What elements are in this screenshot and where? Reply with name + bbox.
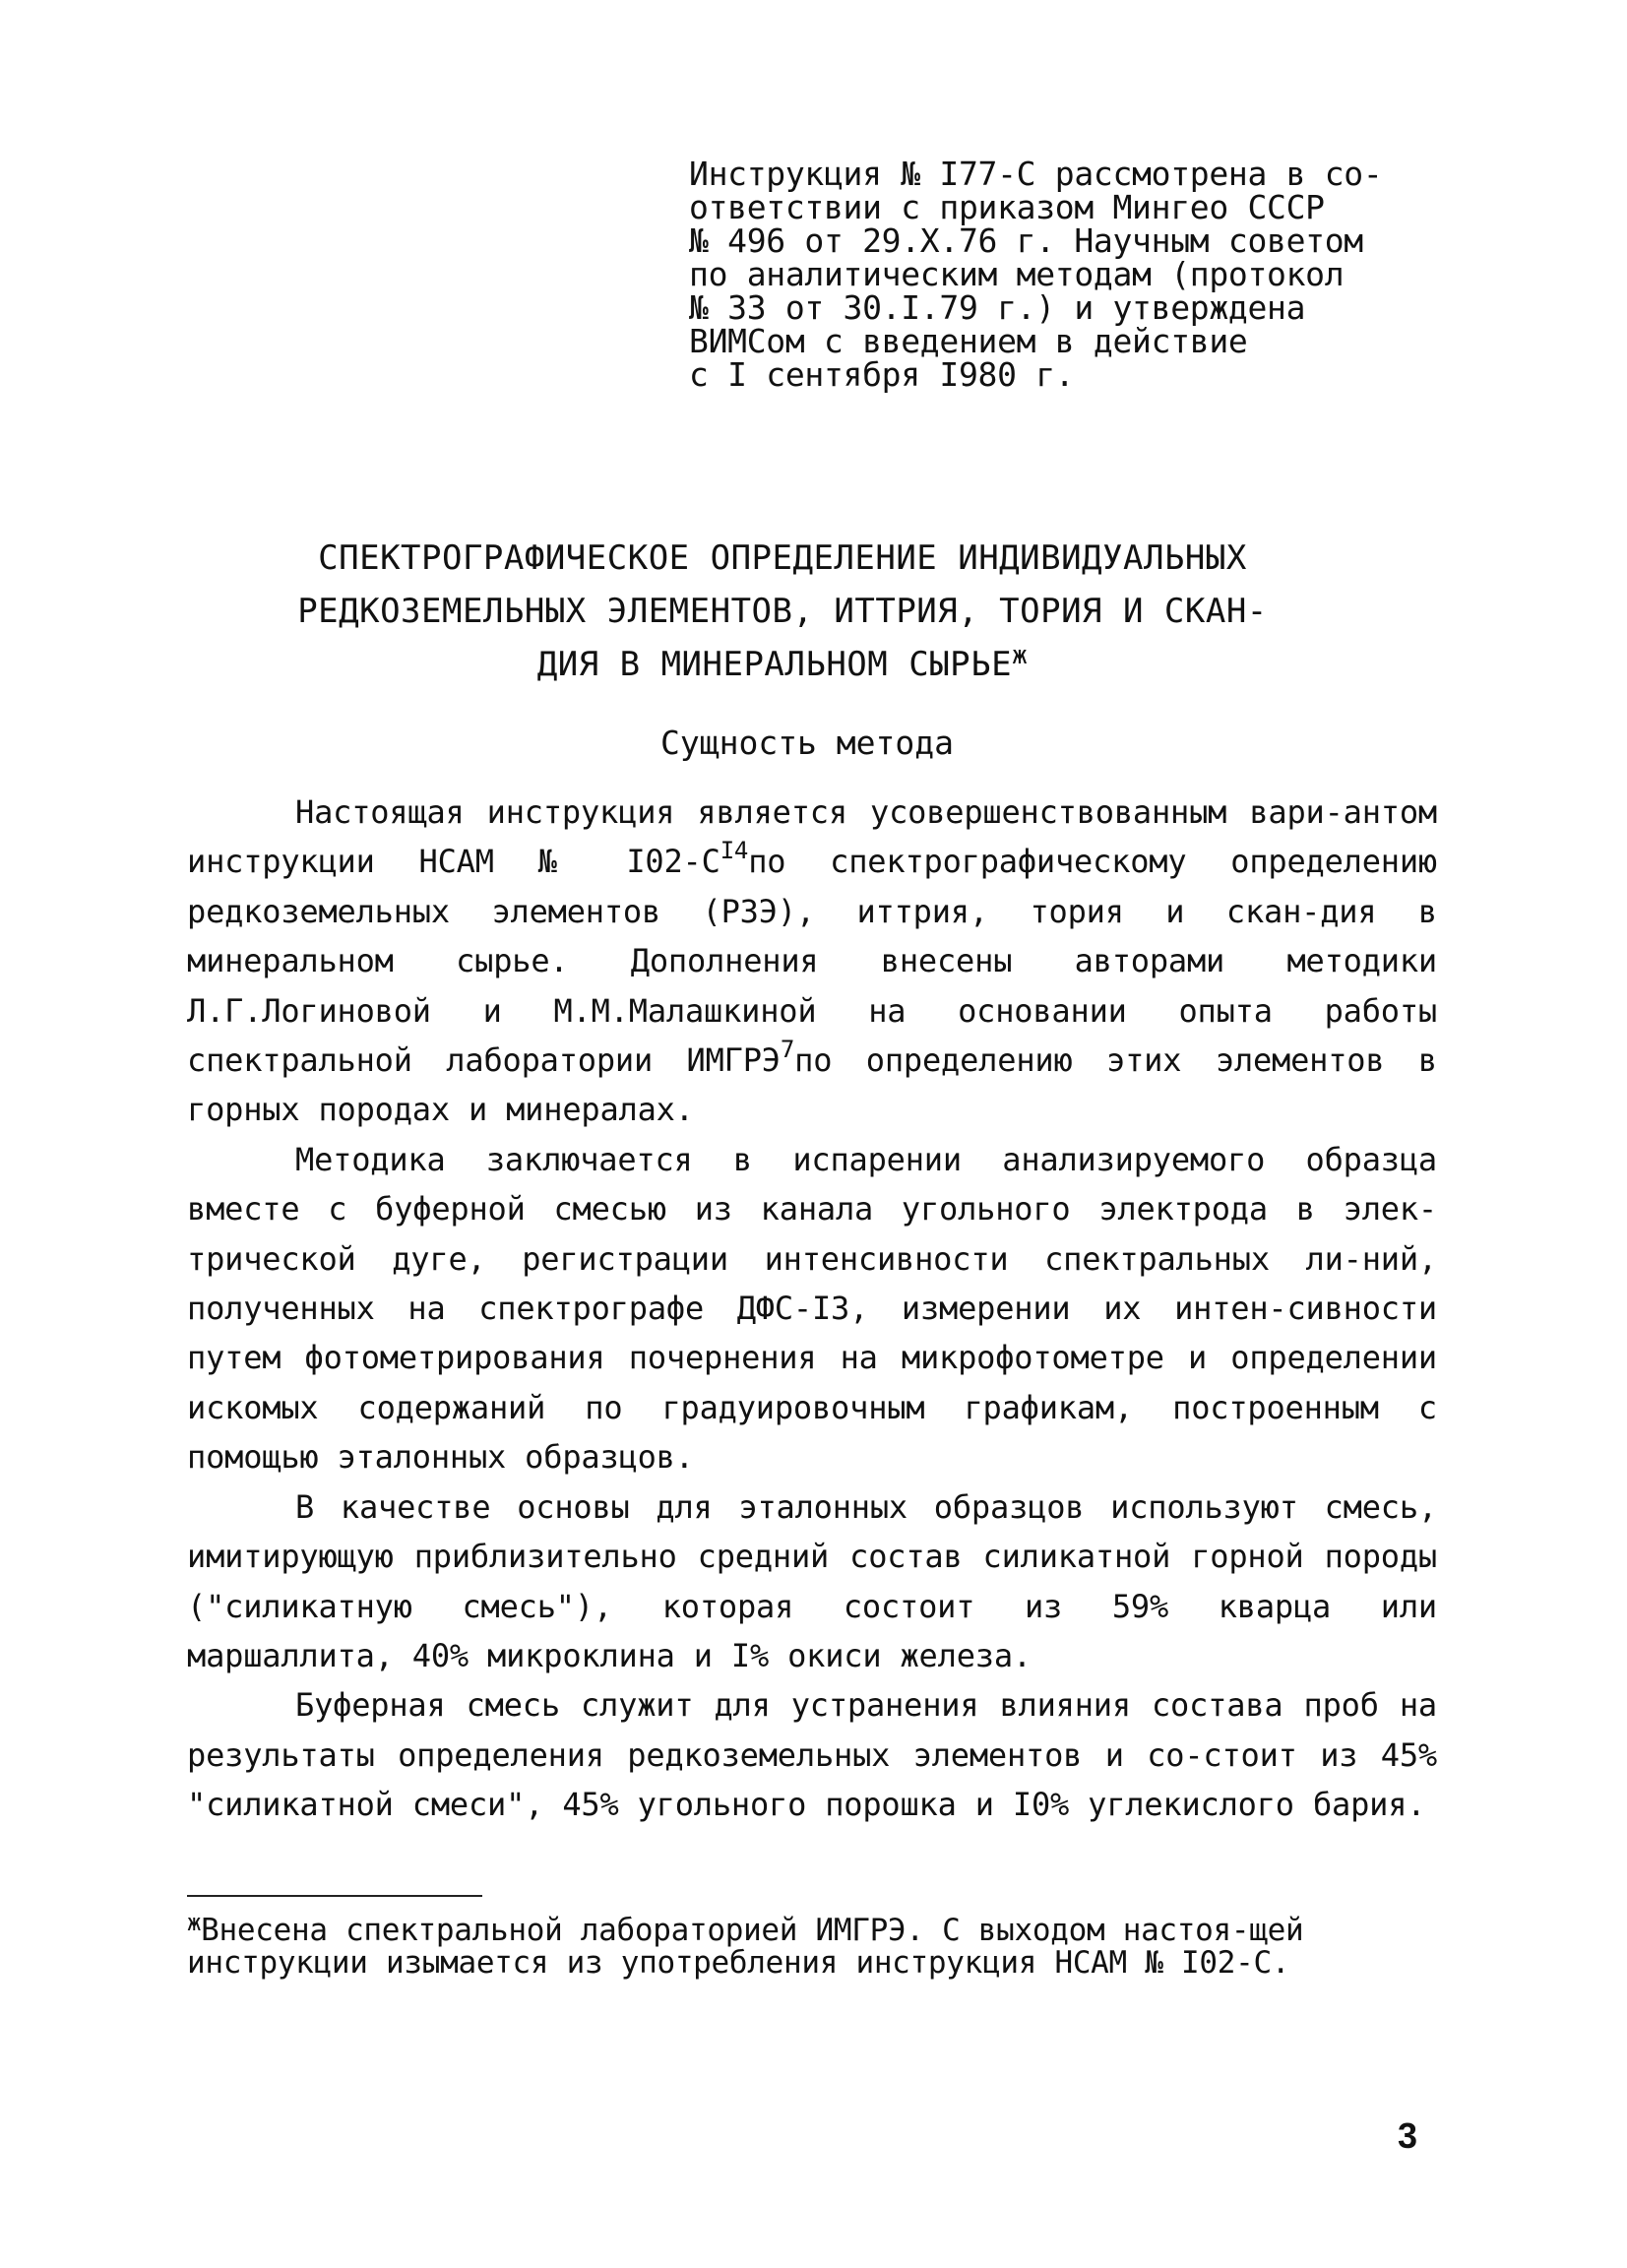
paragraph-1-part-b: по спектрографическому определению редкоземельных элементов (РЗЭ), иттрия, тория и скан-дия в минеральном сырье. Дополнения внесены авторами методики Л.Г.Логиновой и М.М.Малашкиной на основании опыта работы спектральной лаборатории ИМГРЭ (187, 843, 1438, 1080)
paragraph-1-part-a: Настоящая инструкция является усовершенствованным вари-антом инструкции НСАМ № I02-С (187, 793, 1437, 881)
document-title (226, 532, 1339, 691)
paragraph-4: Буферная смесь служит для устранения влияния состава проб на результаты определения редкоземельных элементов и со-стоит из 45% "силикатной смеси", 45% угольного порошка и I0% углекислого бария. (187, 1686, 1437, 1824)
approval-note: Инструкция № I77-С рассмотрена в со- ответствии с приказом Мингео СССР № 496 от 29.X.76 г. Научным советом по аналитическим методам (протокол № 33 от 30.I.79 г.) и утверждена ВИМСом с введением в действие с I сентября I980 г. (689, 155, 1383, 394)
title-text: СПЕКТРОГРАФИЧЕСКОЕ ОПРЕДЕЛЕНИЕ ИНДИВИДУАЛЬНЫХ РЕДКОЗЕМЕЛЬНЫХ ЭЛЕМЕНТОВ, ИТТРИЯ, ТОРИЯ И СКАН- ДИЯ В МИНЕРАЛЬНОМ СЫРЬЕ (297, 538, 1268, 684)
title-footnote-mark: ж (1012, 641, 1029, 670)
footnote-text: Внесена спектральной лабораторией ИМГРЭ. С выходом настоя-щей инструкции изымается из употребления инструкция НСАМ № I02-С. (187, 1913, 1304, 1981)
reference-7: 7 (780, 1036, 795, 1064)
section-heading: Сущность метода (659, 724, 954, 762)
paragraph-1 (187, 788, 1437, 1135)
page-number: 3 (1397, 2115, 1417, 2156)
body-text (187, 788, 1437, 1830)
reference-14: I4 (720, 837, 749, 865)
paragraph-2: Методика заключается в испарении анализируемого образца вместе с буферной смесью из канала угольного электрода в элек-трической дуге, регистрации интенсивности спектральных ли-ний, полученных на спектрографе ДФС-I3, измерении их интен-сивности путем фотометрирования почернения на микрофотометре и определении искомых содержаний по градуировочным графикам, построенным с помощью эталонных образцов. (187, 1140, 1437, 1477)
paragraph-1-part-c: по определению этих элементов в горных породах и минералах. (187, 1041, 1437, 1129)
footnote (187, 1909, 1427, 1981)
footnote-divider (187, 1895, 482, 1897)
footnote-mark: ж (187, 1909, 202, 1936)
paragraph-3: В качестве основы для эталонных образцов используют смесь, имитирующую приблизительно средний состав силикатной горной породы ("силикатную смесь"), которая состоит из 59% кварца или маршаллита, 40% микроклина и I% окиси железа. (187, 1487, 1437, 1674)
